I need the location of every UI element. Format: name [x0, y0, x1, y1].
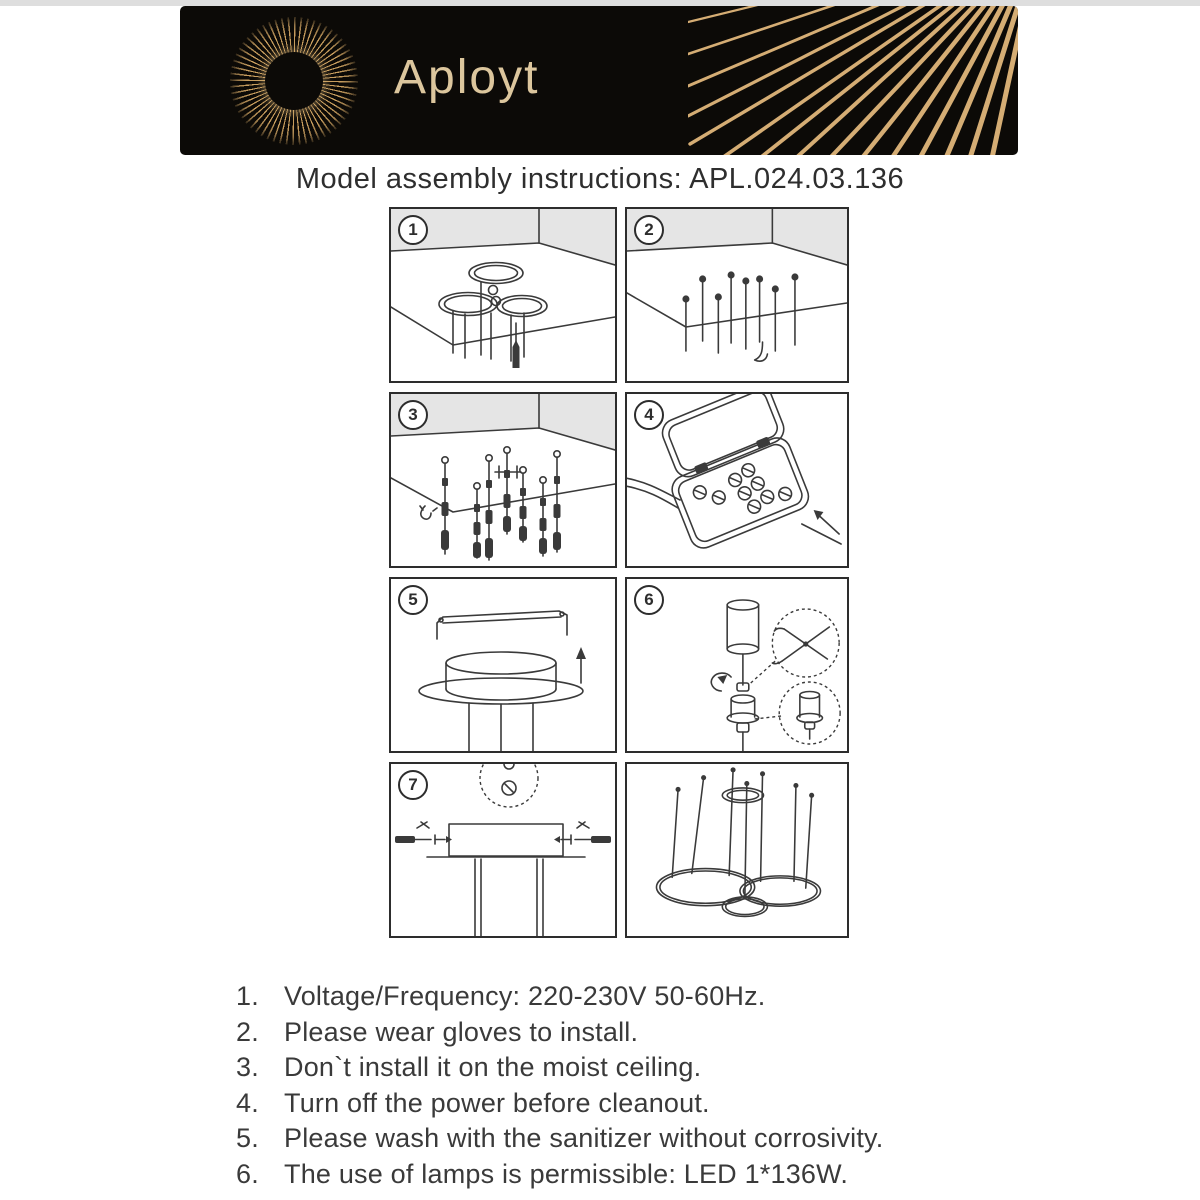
- instruction-item: [236, 1052, 996, 1088]
- instruction-text: Don`t install it on the moist ceiling.: [284, 1052, 702, 1082]
- step-panel-5: [389, 577, 617, 753]
- step-number-badge: 4: [634, 400, 664, 430]
- instruction-item: [236, 1123, 996, 1159]
- step-panel-6: [625, 577, 849, 753]
- step-number-badge: 6: [634, 585, 664, 615]
- instruction-number: 1.: [236, 981, 259, 1011]
- instruction-number: 4.: [236, 1087, 259, 1118]
- step-number-badge: 1: [398, 215, 428, 245]
- page-title: Model assembly instructions: APL.024.03.136: [295, 163, 905, 195]
- instruction-number: 2.: [236, 1016, 259, 1047]
- assembly-steps-grid: [389, 207, 849, 938]
- step-panel-final: [625, 762, 849, 938]
- step-number-badge: 7: [398, 770, 428, 800]
- instruction-item: [236, 981, 996, 1017]
- step-number-badge: 3: [398, 400, 428, 430]
- safety-instructions-list: [236, 981, 996, 1194]
- instruction-text: Please wash with the sanitizer without corrosivity.: [284, 1123, 884, 1153]
- instruction-text: The use of lamps is permissible: LED 1*136W.: [284, 1158, 849, 1189]
- instruction-text: Please wear gloves to install.: [284, 1016, 639, 1047]
- instruction-number: 6.: [236, 1158, 259, 1189]
- starburst-eclipse-icon: [230, 17, 358, 145]
- drawing-assembled-chandelier: [627, 764, 847, 936]
- instruction-item: [236, 1159, 996, 1195]
- brand-banner: [180, 6, 1018, 155]
- step-panel-4: [625, 392, 849, 568]
- instruction-text: Turn off the power before cleanout.: [284, 1087, 710, 1118]
- instruction-item: [236, 1017, 996, 1053]
- instruction-text: Voltage/Frequency: 220-230V 50-60Hz.: [284, 981, 766, 1011]
- instruction-item: [236, 1088, 996, 1124]
- step-number-badge: 2: [634, 215, 664, 245]
- gold-ray-fan-icon: [688, 6, 1018, 155]
- step-panel-1: [389, 207, 617, 383]
- step-panel-2: [625, 207, 849, 383]
- step-panel-7: [389, 762, 617, 938]
- step-number-badge: 5: [398, 585, 428, 615]
- step-panel-3: [389, 392, 617, 568]
- instruction-number: 3.: [236, 1052, 259, 1082]
- brand-name: Aployt: [394, 51, 540, 104]
- instruction-number: 5.: [236, 1123, 259, 1153]
